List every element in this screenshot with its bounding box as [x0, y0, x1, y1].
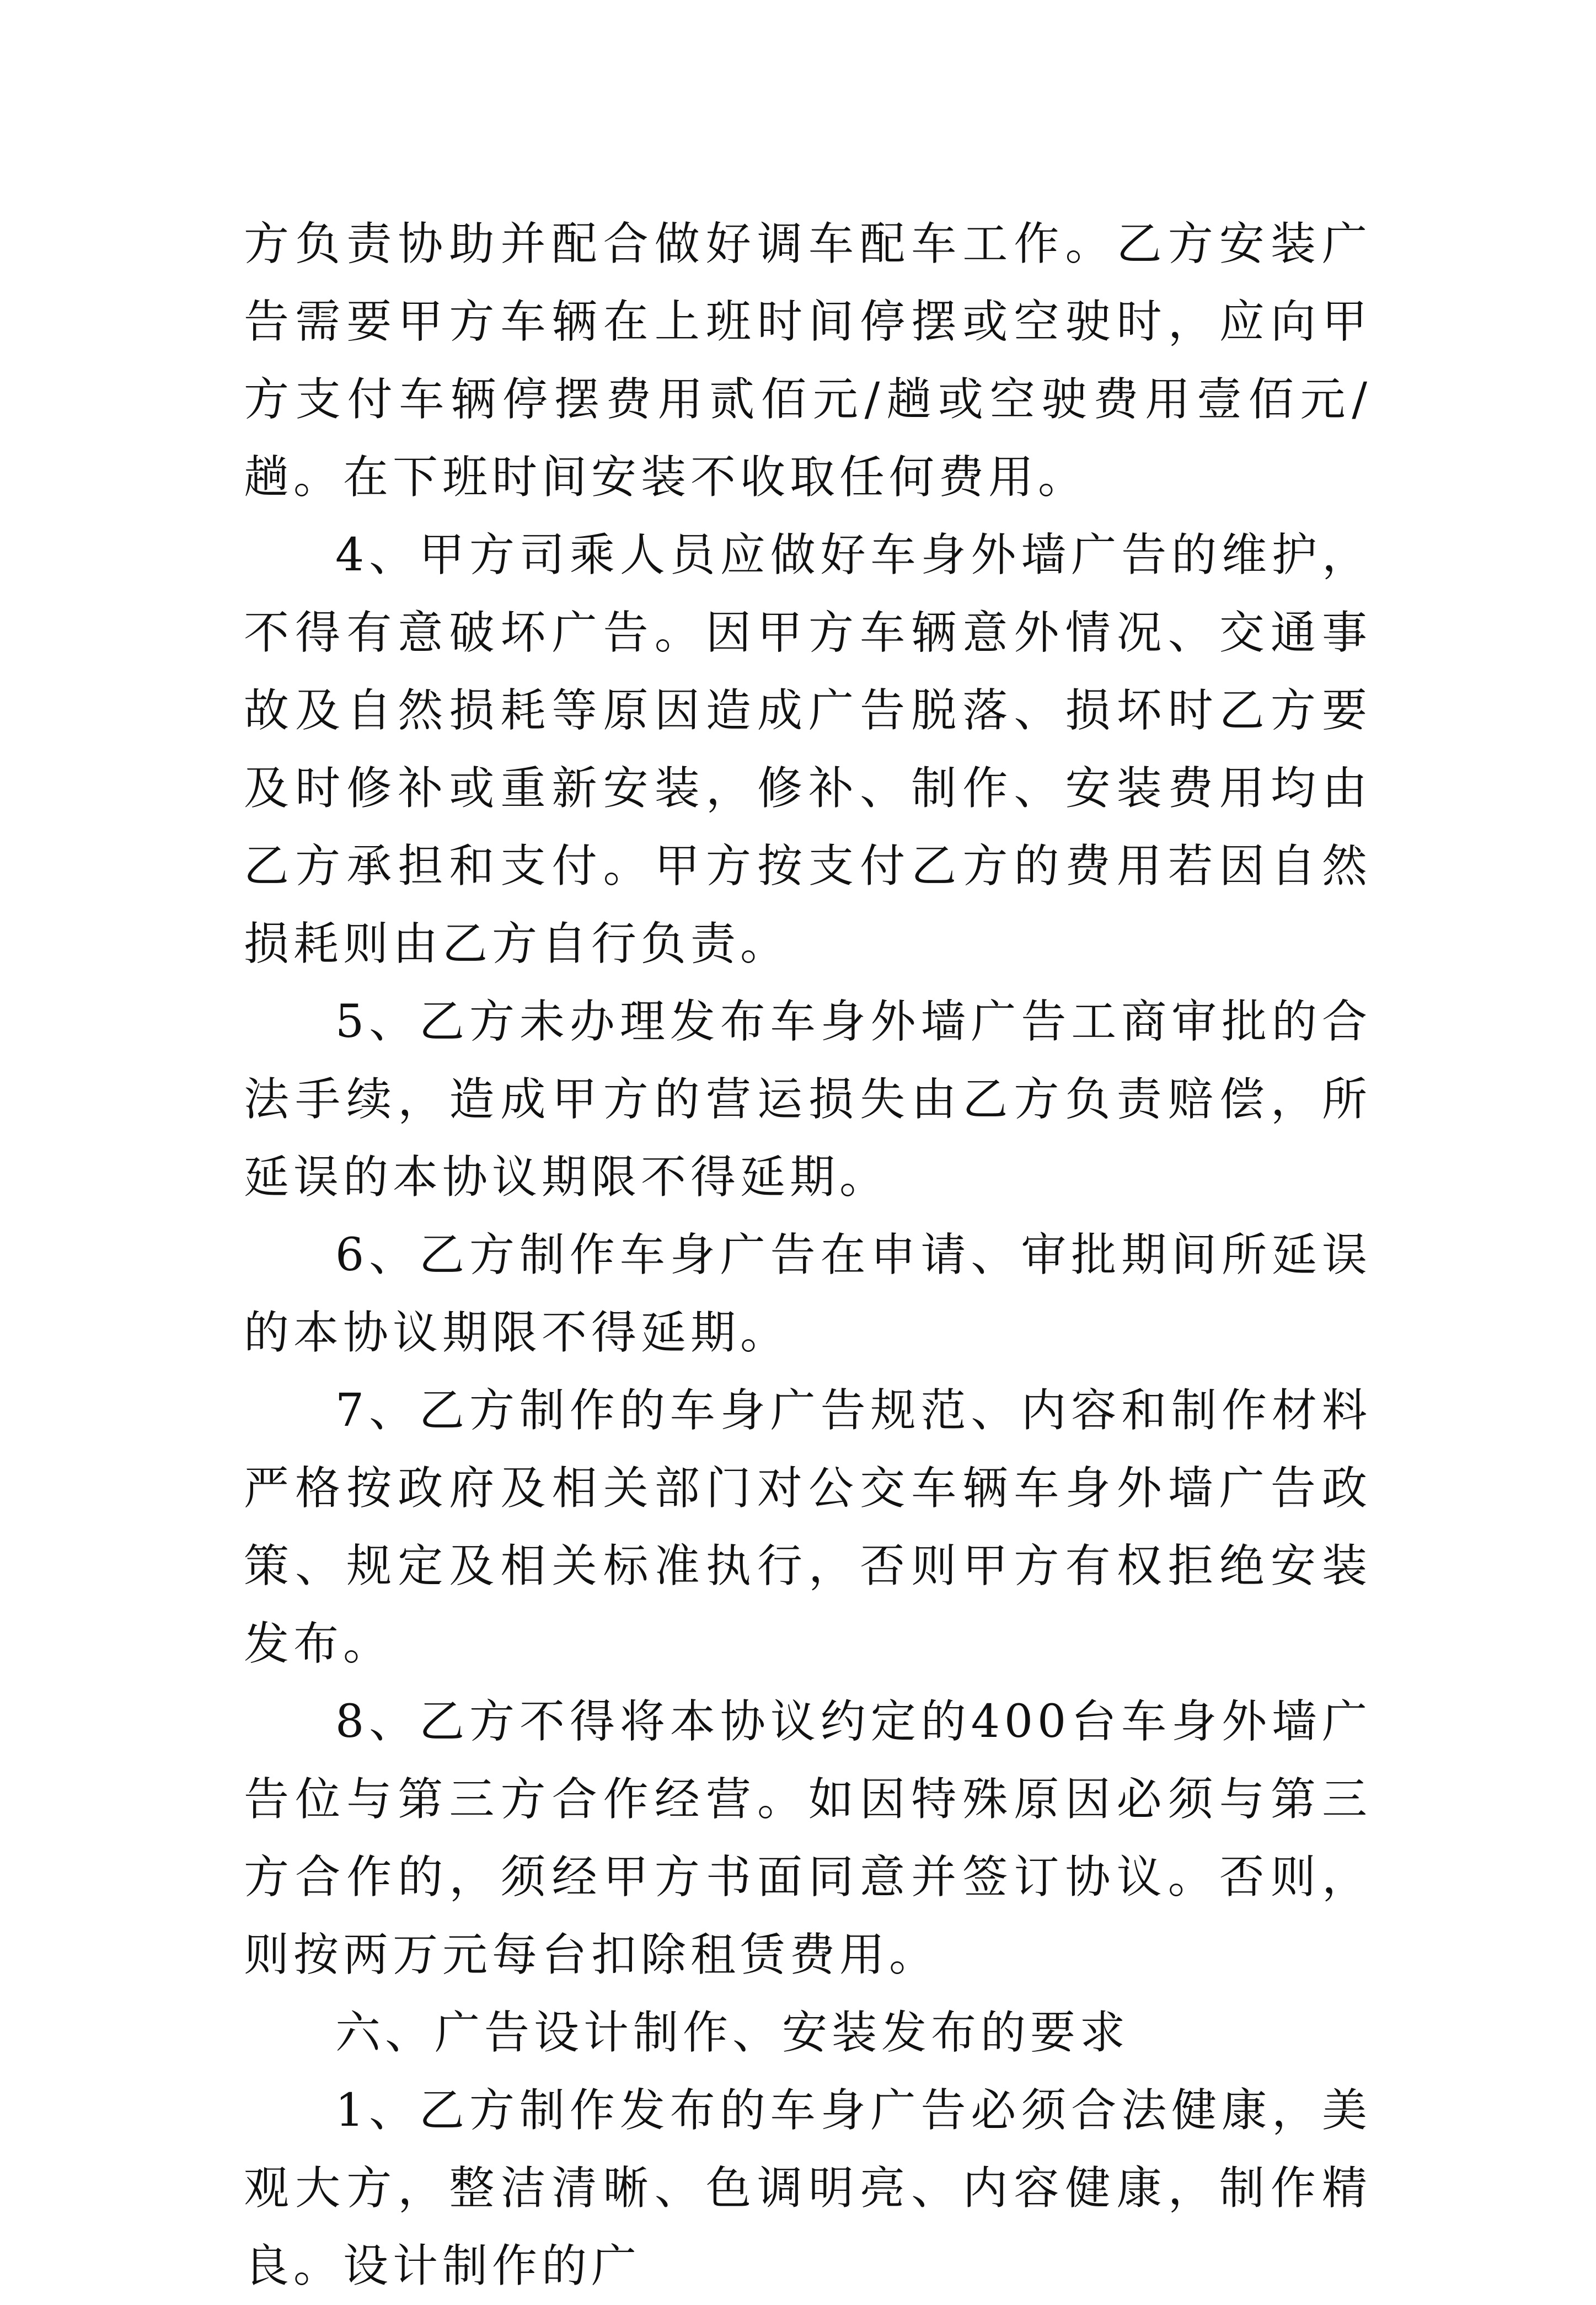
section-heading-6: 六、广告设计制作、安装发布的要求: [335, 2007, 1130, 2059]
document-page: [244, 205, 1372, 2305]
paragraph-clause-4: 4、甲方司乘人员应做好车身外墙广告的维护，不得有意破坏广告。因甲方车辆意外情况、交通事故及自然损耗等原因造成广告脱落、损坏时乙方要及时修补或重新安装，修补、制作、安装费用均由乙方承担和支付。甲方按支付乙方的费用若因自然损耗则由乙方自行负责。: [244, 529, 1372, 970]
paragraph-continuation: 方负责协助并配合做好调车配车工作。乙方安装广告需要甲方车辆在上班时间停摆或空驶时，应向甲方支付车辆停摆费用贰佰元/趟或空驶费用壹佰元/趟。在下班时间安装不收取任何费用。: [244, 218, 1372, 504]
paragraph-clause-7: 7、乙方制作的车身广告规范、内容和制作材料严格按政府及相关部门对公交车辆车身外墙广告政策、规定及相关标准执行，否则甲方有权拒绝安装发布。: [244, 1384, 1372, 1670]
paragraph-clause-8: 8、乙方不得将本协议约定的400台车身外墙广告位与第三方合作经营。如因特殊原因必须与第三方合作的，须经甲方书面同意并签订协议。否则，则按两万元每台扣除租赁费用。: [244, 1696, 1372, 1981]
paragraph-clause-5: 5、乙方未办理发布车身外墙广告工商审批的合法手续，造成甲方的营运损失由乙方负责赔偿，所延误的本协议期限不得延期。: [244, 996, 1372, 1204]
paragraph-clause-6: 6、乙方制作车身广告在申请、审批期间所延误的本协议期限不得延期。: [244, 1229, 1372, 1359]
paragraph-section-6-clause-1: 1、乙方制作发布的车身广告必须合法健康，美观大方，整洁清晰、色调明亮、内容健康，制作精良。设计制作的广: [244, 2084, 1372, 2292]
